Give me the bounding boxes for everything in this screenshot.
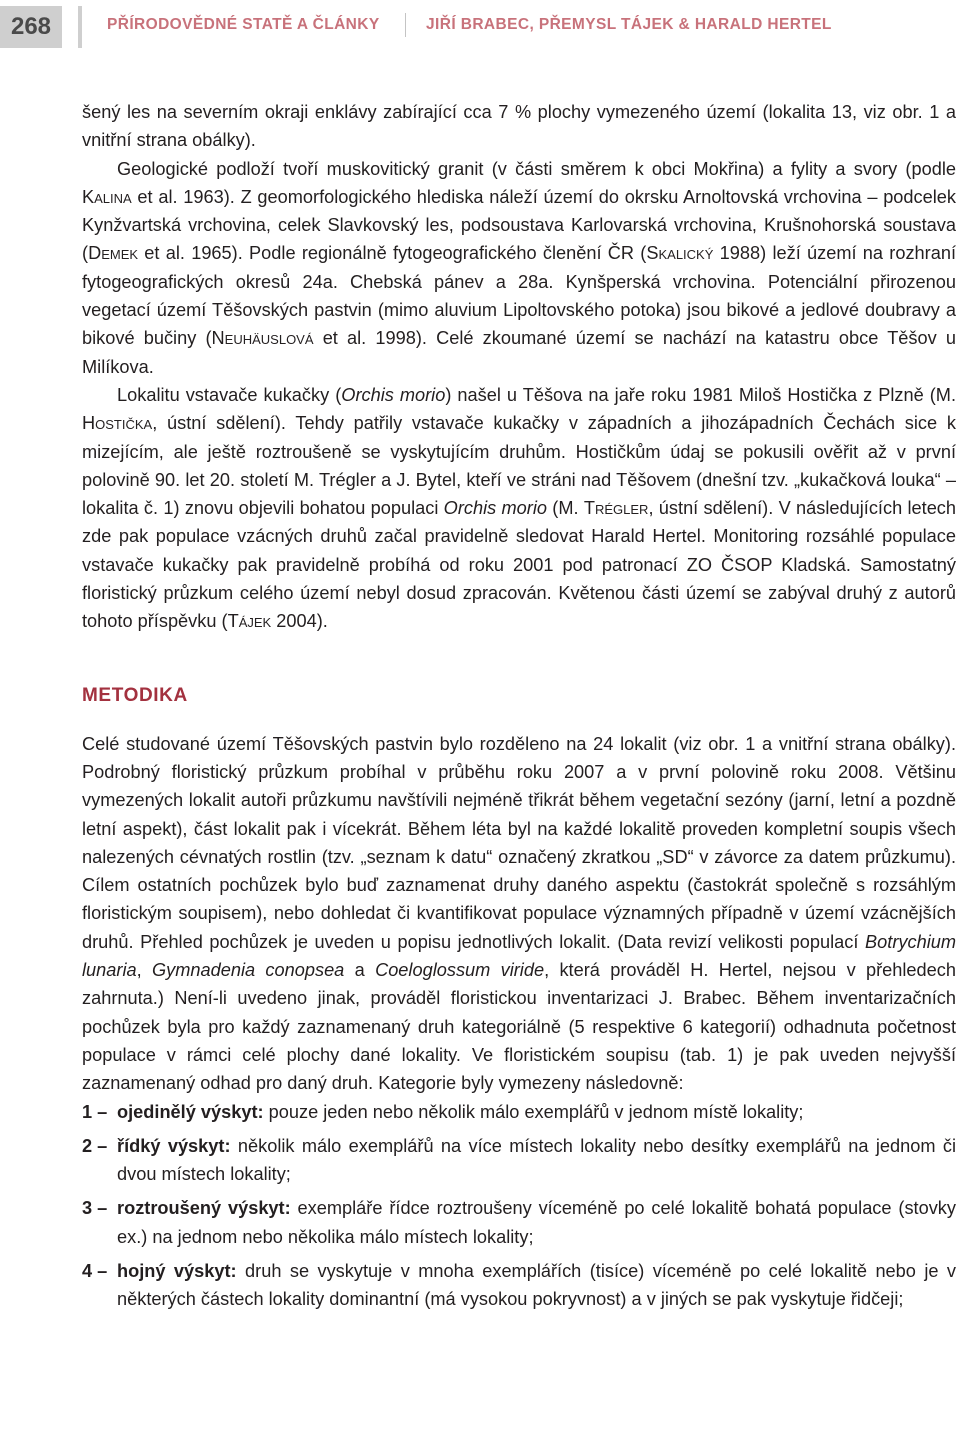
category-item xyxy=(82,1194,956,1251)
species-name: Botrychium lunaria xyxy=(82,931,956,981)
category-label: řídký výskyt: xyxy=(117,1135,231,1156)
category-number: 3 – xyxy=(82,1198,108,1219)
category-item xyxy=(82,1257,956,1314)
citation-author: Trégler xyxy=(583,498,649,519)
category-description: pouze jeden nebo několik málo exemplářů v jednom místě lokality; xyxy=(263,1101,804,1122)
abundance-category-list xyxy=(82,1098,956,1314)
species-name: Coeloglossum viride xyxy=(375,960,545,981)
species-name: Orchis morio xyxy=(341,384,446,405)
category-description: druh se vyskytuje v mnoha exemplářích (tisíce) víceméně po celé lokalitě nebo je v některých částech lokality dominantní (má vysokou pokryvnost) a v jiných se pak vyskytuje řidčeji; xyxy=(117,1260,956,1310)
category-number: 4 – xyxy=(82,1260,108,1281)
paragraph-history: Lokalitu vstavače kukačky (Orchis morio) našel u Těšova na jaře roku 1981 Miloš Hostička z Plzně (M. Hostička, ústní sdělení). Tehdy patřily vstavače kukačky v západních a jihozápadních Čechách sice k mizejícím, ale ještě roztroušeně se vyskytujícím druhům. Hostičkům údaj se pokusili ověřit až v první polovině 90. let 20. století M. Trégler a J. Bytel, kteří ve stráni nad Těšovem (dnešní tzv. „kukačková louka“ – lokalita č. 1) znovu objevili bohatou populaci Orchis morio (M. Trégler, ústní sdělení). V následujících letech zde pak populace vzácných druhů začal pravidelně sledovat Harald Hertel. Monitoring rozsáhlé populace vstavače kukačky pak pravidelně probíhá od roku 2001 pod patronací ZO ČSOP Kladská. Samostatný floristický průzkum celého území nebyl dosud zpracován. Květenou části území se zabýval druhý z autorů tohoto příspěvku (Tájek 2004). xyxy=(82,384,957,632)
category-number: 1 – xyxy=(82,1101,108,1122)
species-name: Orchis morio xyxy=(443,498,547,519)
header-separator xyxy=(405,13,406,37)
section-title: PŘÍRODOVĚDNÉ STATĚ A ČLÁNKY xyxy=(107,16,380,33)
category-number: 2 – xyxy=(82,1135,108,1156)
category-item xyxy=(82,1132,956,1189)
category-label: roztroušený výskyt: xyxy=(117,1198,291,1219)
category-description: exempláře řídce roztroušeny víceméně po celé lokalitě bohatá populace (stovky ex.) na jednom nebo několika málo místech lokality; xyxy=(117,1198,956,1247)
citation-author: Kalina xyxy=(82,186,132,207)
header-divider xyxy=(78,6,82,48)
category-description: několik málo exemplářů na více místech lokality nebo desítky exemplářů na jednom či dvou místech lokality; xyxy=(117,1135,956,1185)
page-number: 268 xyxy=(0,6,62,48)
paragraph-geology: Geologické podloží tvoří muskovitický granit (v části směrem k obci Mokřina) a fylity a svory (podle Kalina et al. 1963). Z geomorfologického hlediska náleží území do okrsku Arnoltovská vrchovina – podcelek Kynžvartská vrchovina, celek Slavkovský les, podsoustava Karlovarská vrchovina, Krušnohorská soustava (Demek et al. 1965). Podle regionálně fytogeografického členění ČR (Skalický 1988) leží území na rozhraní fytogeografických okresů 24a. Chebská pánev a 28a. Kynšperská vrchovina. Potenciální přirozenou vegetací území Těšovských pastvin (mimo aluvium Lipoltovského potoka) jsou bikové a jedlové doubravy a bikové bučiny (Neuhäuslová et al. 1998). Celé zkoumané území se nachází na katastru obce Těšov u Milíkova. xyxy=(82,158,957,377)
citation-author: Neuhäuslová xyxy=(211,328,314,349)
category-item xyxy=(82,1098,956,1126)
paragraph-methods: Celé studované území Těšovských pastvin bylo rozděleno na 24 lokalit (viz obr. 1 a vnitřní strana obálky). Podrobný floristický průzkum probíhal v průběhu roku 2007 a v první polovině roku 2008. Většinu vymezených lokalit autoři průzkumu navštívili nejméně třikrát během vegetační sezóny (jarní, letní a pozdně letní aspekt), část lokalit pak i vícekrát. Během léta byl na každé lokalitě proveden kompletní soupis všech nalezených cévnatých rostlin (tzv. „seznam k datu“ označený zkratkou „SD“ v závorce za datem průzkumu). Cílem ostatních pochůzek bylo buď zaznamenat druhy daného aspektu (častokrát společně s rozsáhlým floristickým soupisem), nebo dohledat či kvantifikovat populace významných případně v území vzácnějších druhů. Přehled pochůzek je uveden u popisu jednotlivých lokalit. (Data revizí velikosti populací Botrychium lunaria, Gymnadenia conopsea a Coeloglossum viride, která prováděl H. Hertel, nejsou v přehledech zahrnuta.) Není-li uvedeno jinak, prováděl floristickou inventarizaci J. Brabec. Během inventarizačních pochůzek byla pro každý zaznamenaný druh kategoriálně (5 respektive 6 kategorií) odhadnuta početnost populace v rámci celé plochy dané lokality. Ve floristickém soupisu (tab. 1) je pak uveden nejvyšší zaznamenaný odhad pro daný druh. Kategorie byly vymezeny následovně: xyxy=(82,733,956,1094)
article-authors: JIŘÍ BRABEC, PŘEMYSL TÁJEK & HARALD HERTEL xyxy=(426,16,832,33)
species-name: Gymnadenia conopsea xyxy=(151,960,345,981)
running-header xyxy=(0,0,960,56)
citation-author: Tájek xyxy=(227,611,272,632)
category-label: hojný výskyt: xyxy=(117,1260,237,1281)
citation-author: Skalický xyxy=(646,243,714,264)
article-body xyxy=(82,98,956,1320)
citation-author: Hostička xyxy=(82,413,153,434)
paragraph-continued: šený les na severním okraji enklávy zabírající cca 7 % plochy vymezeného území (lokalita 13, viz obr. 1 a vnitřní strana obálky). xyxy=(82,102,956,151)
citation-author: Demek xyxy=(88,243,139,264)
section-heading-metodika: METODIKA xyxy=(82,684,188,706)
category-label: ojedinělý výskyt: xyxy=(117,1101,264,1122)
